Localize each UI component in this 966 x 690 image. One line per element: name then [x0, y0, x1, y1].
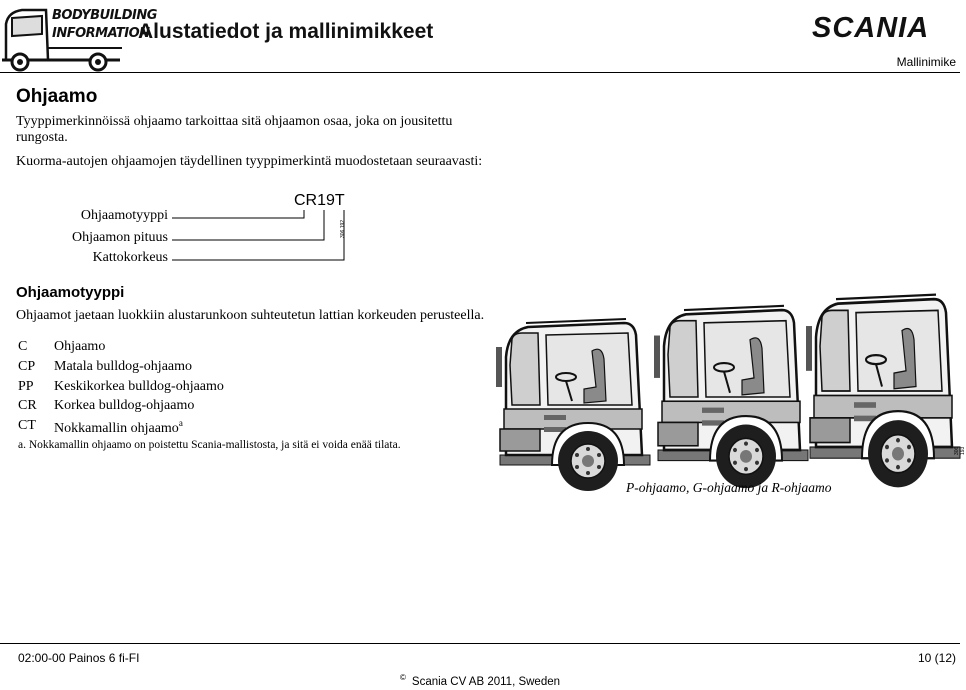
bodybuilding-information-logo	[2, 2, 157, 72]
p-cab-drawing	[496, 319, 650, 491]
footnote-marker: a	[178, 418, 183, 429]
cab-code: CT	[18, 418, 36, 434]
logo-text-line1: BODYBUILDING	[52, 8, 157, 23]
diagram-label-roof-height: Kattokorkeus	[92, 250, 168, 265]
diagram-leader-lines	[60, 190, 360, 270]
copyright-notice	[400, 673, 560, 688]
copyright-symbol: ©	[400, 673, 406, 682]
scania-brand-logo: SCANIA	[812, 12, 930, 44]
header-divider	[0, 72, 960, 73]
page-header-title: Alustatiedot ja mallinimikkeet	[138, 20, 434, 43]
footer-divider	[0, 643, 960, 644]
diagram-label-cab-type: Ohjaamotyyppi	[80, 208, 168, 223]
illustration-figure-id: 306 193	[954, 446, 966, 455]
cab-description: Ohjaamo	[54, 339, 106, 354]
cab-illustration	[496, 277, 966, 477]
r-cab-drawing	[806, 295, 960, 488]
type-code-diagram	[60, 190, 360, 270]
logo-text-line2: INFORMATION	[52, 26, 150, 41]
footnote: a. Nokkamallin ohjaamo on poistettu Scania-mallistosta, ja sitä ei voida enää tilata.	[18, 439, 401, 451]
g-cab-drawing	[654, 306, 808, 488]
intro-paragraph: Tyyppimerkinnöissä ohjaamo tarkoittaa sitä ohjaamon osaa, joka on jousitettu rungosta.	[16, 114, 453, 145]
cab-description	[54, 418, 183, 437]
type-code: CR19T	[294, 192, 345, 209]
copyright-text: Scania CV AB 2011, Sweden	[411, 676, 561, 688]
cab-description-text: Nokkamallin ohjaamo	[54, 421, 179, 437]
diagram-label-cab-length: Ohjaamon pituus	[71, 230, 168, 245]
section-heading-cab-type: Ohjaamotyyppi	[16, 284, 125, 301]
cab-code: PP	[18, 378, 34, 394]
page-number: 10 (12)	[917, 651, 956, 665]
illustration-caption: P-ohjaamo, G-ohjaamo ja R-ohjaamo	[626, 480, 832, 495]
diagram-figure-id: 306 192	[340, 219, 346, 238]
cab-code: CP	[18, 358, 36, 374]
cab-type-paragraph: Ohjaamot jaetaan luokkiin alustarunkoon suhteutetun lattian korkeuden perusteella.	[16, 308, 485, 323]
cab-description: Korkea bulldog-ohjaamo	[54, 398, 195, 414]
intro-paragraph-2: Kuorma-autojen ohjaamojen täydellinen tyyppimerkintä muodostetaan seuraavasti:	[16, 154, 483, 169]
section-heading-ohjaamo: Ohjaamo	[16, 86, 98, 107]
section-label: Mallinimike	[896, 55, 956, 69]
cab-code: C	[18, 339, 28, 354]
cab-code: CR	[18, 398, 37, 414]
document-reference: 02:00-00 Painos 6 fi-FI	[18, 651, 140, 665]
cab-description: Matala bulldog-ohjaamo	[54, 358, 193, 374]
truck-cabs-image	[496, 277, 960, 477]
cab-description: Keskikorkea bulldog-ohjaamo	[54, 378, 224, 394]
